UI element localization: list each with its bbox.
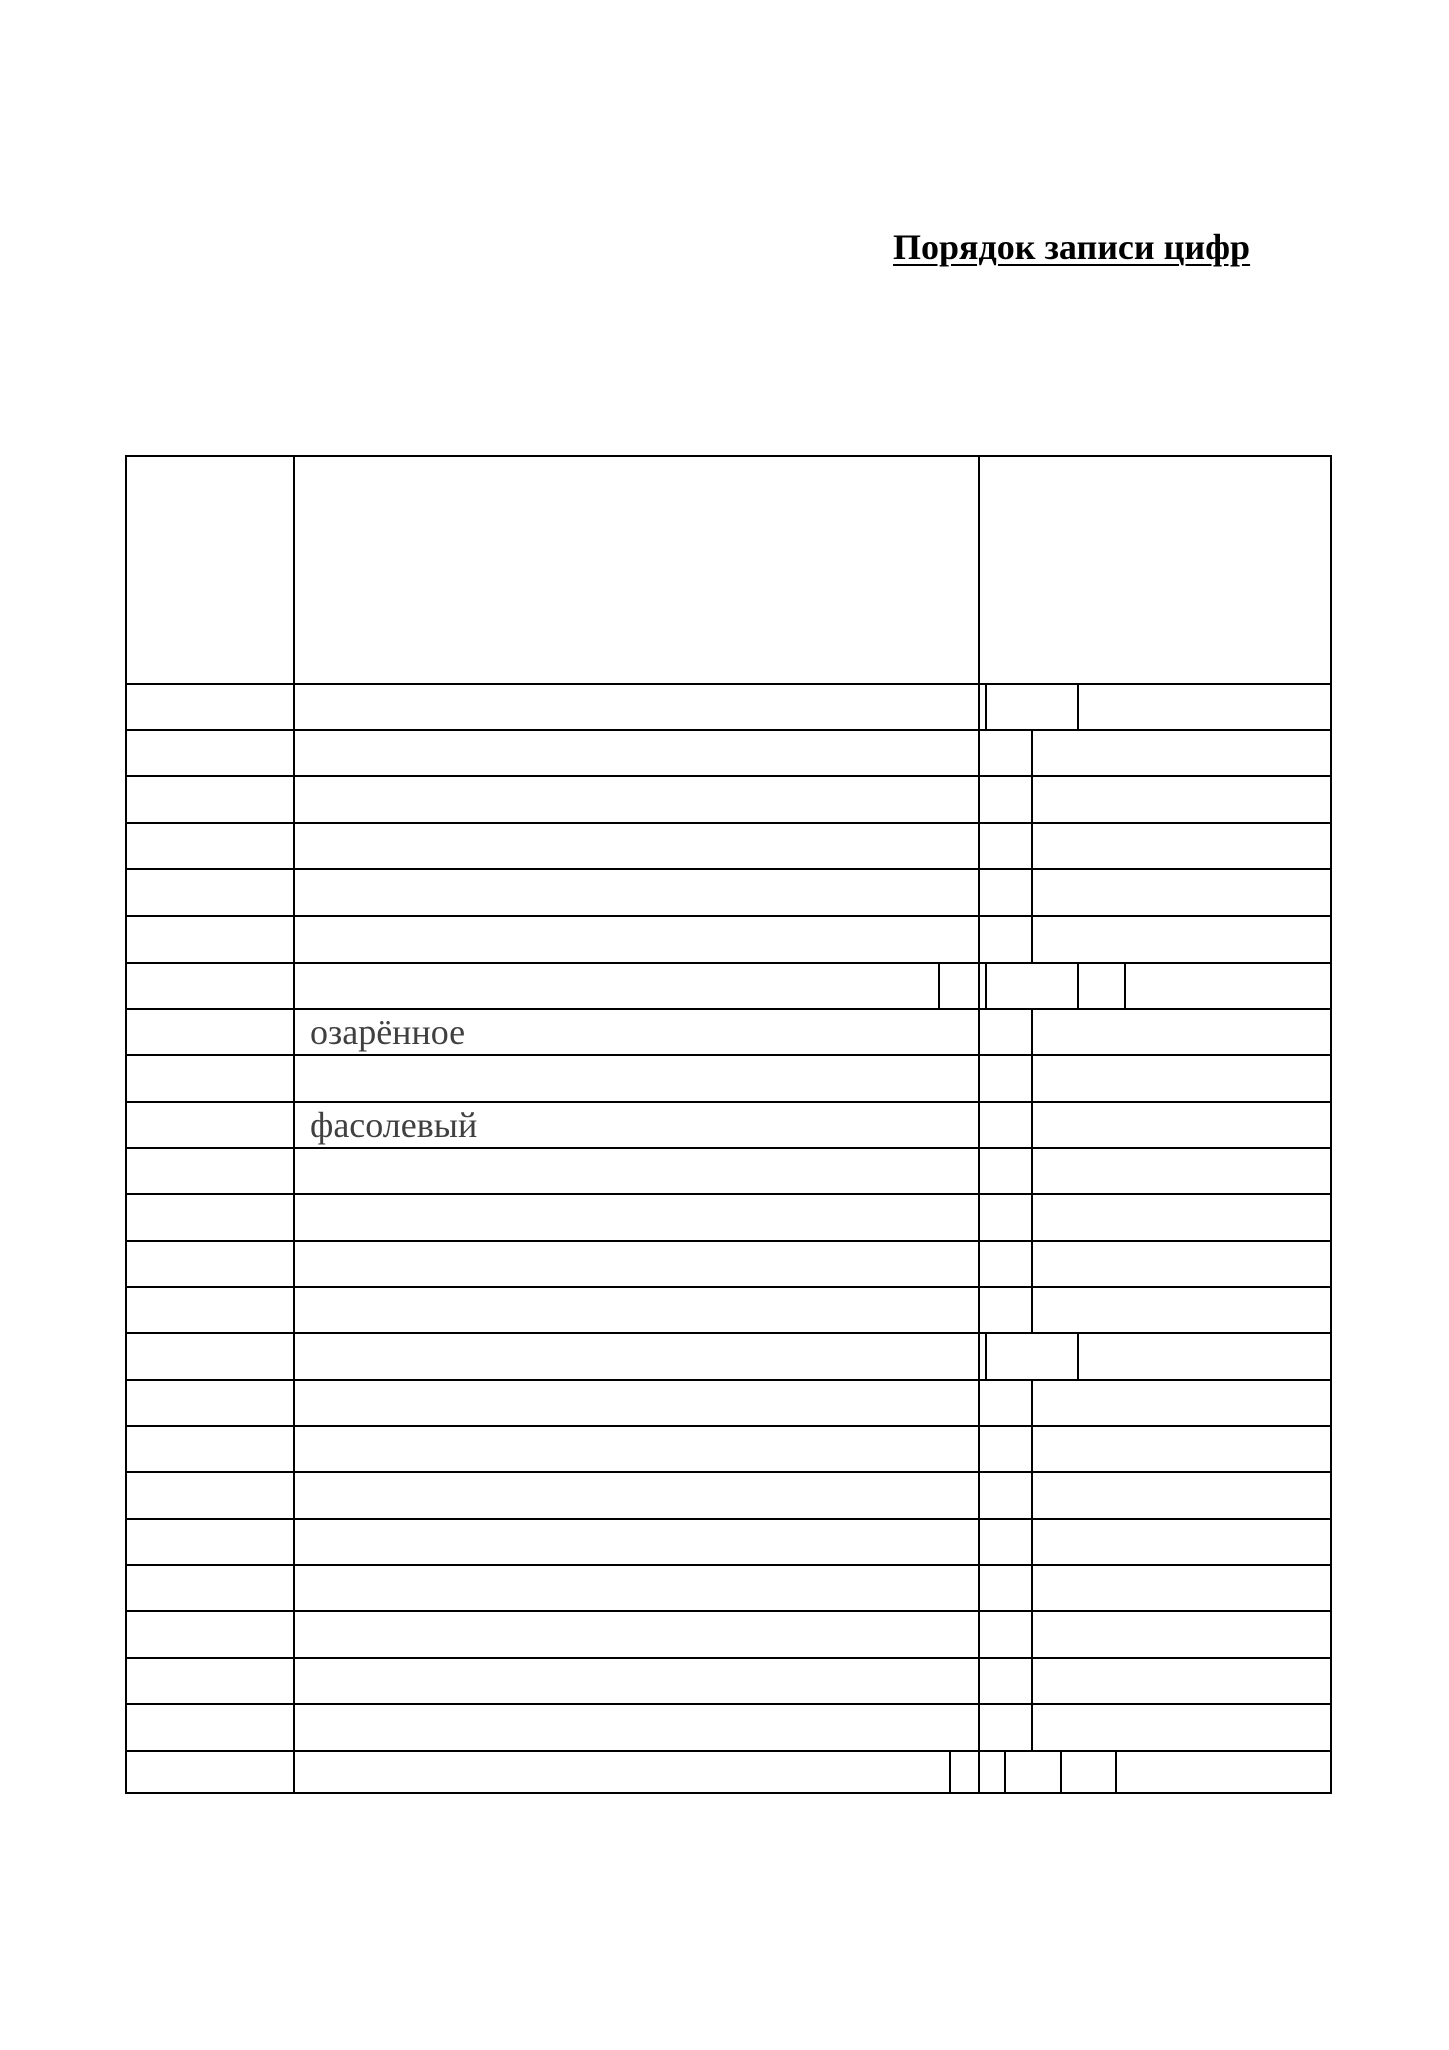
cell-divider — [1031, 1010, 1033, 1054]
table-row — [127, 1147, 1330, 1193]
cell-divider — [938, 964, 940, 1008]
cell-divider — [1004, 1752, 1006, 1794]
table-row — [127, 1610, 1330, 1657]
cell-divider — [1031, 1288, 1033, 1332]
table-row — [127, 683, 1330, 729]
cell-divider — [1077, 685, 1079, 729]
table-row — [127, 1518, 1330, 1564]
table-row — [127, 1379, 1330, 1425]
page-title: Порядок записи цифр — [893, 227, 1251, 267]
cell-divider — [1031, 1566, 1033, 1610]
cell-divider — [1031, 1427, 1033, 1471]
cell-divider — [1115, 1752, 1117, 1794]
cell-divider — [1031, 1103, 1033, 1147]
cell-divider — [985, 1334, 987, 1379]
cell-divider — [1031, 1242, 1033, 1286]
cell-divider — [1060, 1752, 1062, 1794]
cell-divider — [1031, 1612, 1033, 1657]
cell-divider — [1031, 1056, 1033, 1101]
cell-divider — [1124, 964, 1126, 1008]
table-row — [127, 1750, 1330, 1794]
table-row — [127, 868, 1330, 915]
row-text: озарённое — [310, 1012, 466, 1052]
cell-divider — [1031, 1149, 1033, 1193]
cell-divider — [1077, 1334, 1079, 1379]
cell-divider — [985, 964, 987, 1008]
table-row — [127, 455, 1330, 683]
cell-divider — [1031, 917, 1033, 962]
cell-divider — [1031, 777, 1033, 822]
cell-divider — [949, 1752, 951, 1794]
table-row — [127, 1332, 1330, 1379]
cell-divider — [1031, 1520, 1033, 1564]
cell-divider — [1031, 1381, 1033, 1425]
table-row — [127, 1564, 1330, 1610]
cell-divider — [1031, 1195, 1033, 1240]
cell-divider — [985, 685, 987, 729]
cell-divider — [1031, 1659, 1033, 1703]
table-row — [127, 1657, 1330, 1703]
table-row — [127, 822, 1330, 868]
form-table — [125, 455, 1332, 1794]
row-text: фасолевый — [310, 1105, 478, 1145]
cell-divider — [1031, 870, 1033, 915]
table-row — [127, 915, 1330, 962]
table-row — [127, 1425, 1330, 1471]
table-row — [127, 1286, 1330, 1332]
table-row — [127, 775, 1330, 822]
table-row — [127, 1054, 1330, 1101]
table-row — [127, 1240, 1330, 1286]
table-row — [127, 962, 1330, 1008]
cell-divider — [1031, 1473, 1033, 1518]
cell-divider — [1077, 964, 1079, 1008]
table-row — [127, 1471, 1330, 1518]
table-row — [127, 1703, 1330, 1750]
cell-divider — [1031, 824, 1033, 868]
table-row — [127, 1008, 1330, 1054]
cell-divider — [1031, 1705, 1033, 1750]
table-row — [127, 1101, 1330, 1147]
cell-divider — [1031, 731, 1033, 775]
table-row — [127, 729, 1330, 775]
table-row — [127, 1193, 1330, 1240]
